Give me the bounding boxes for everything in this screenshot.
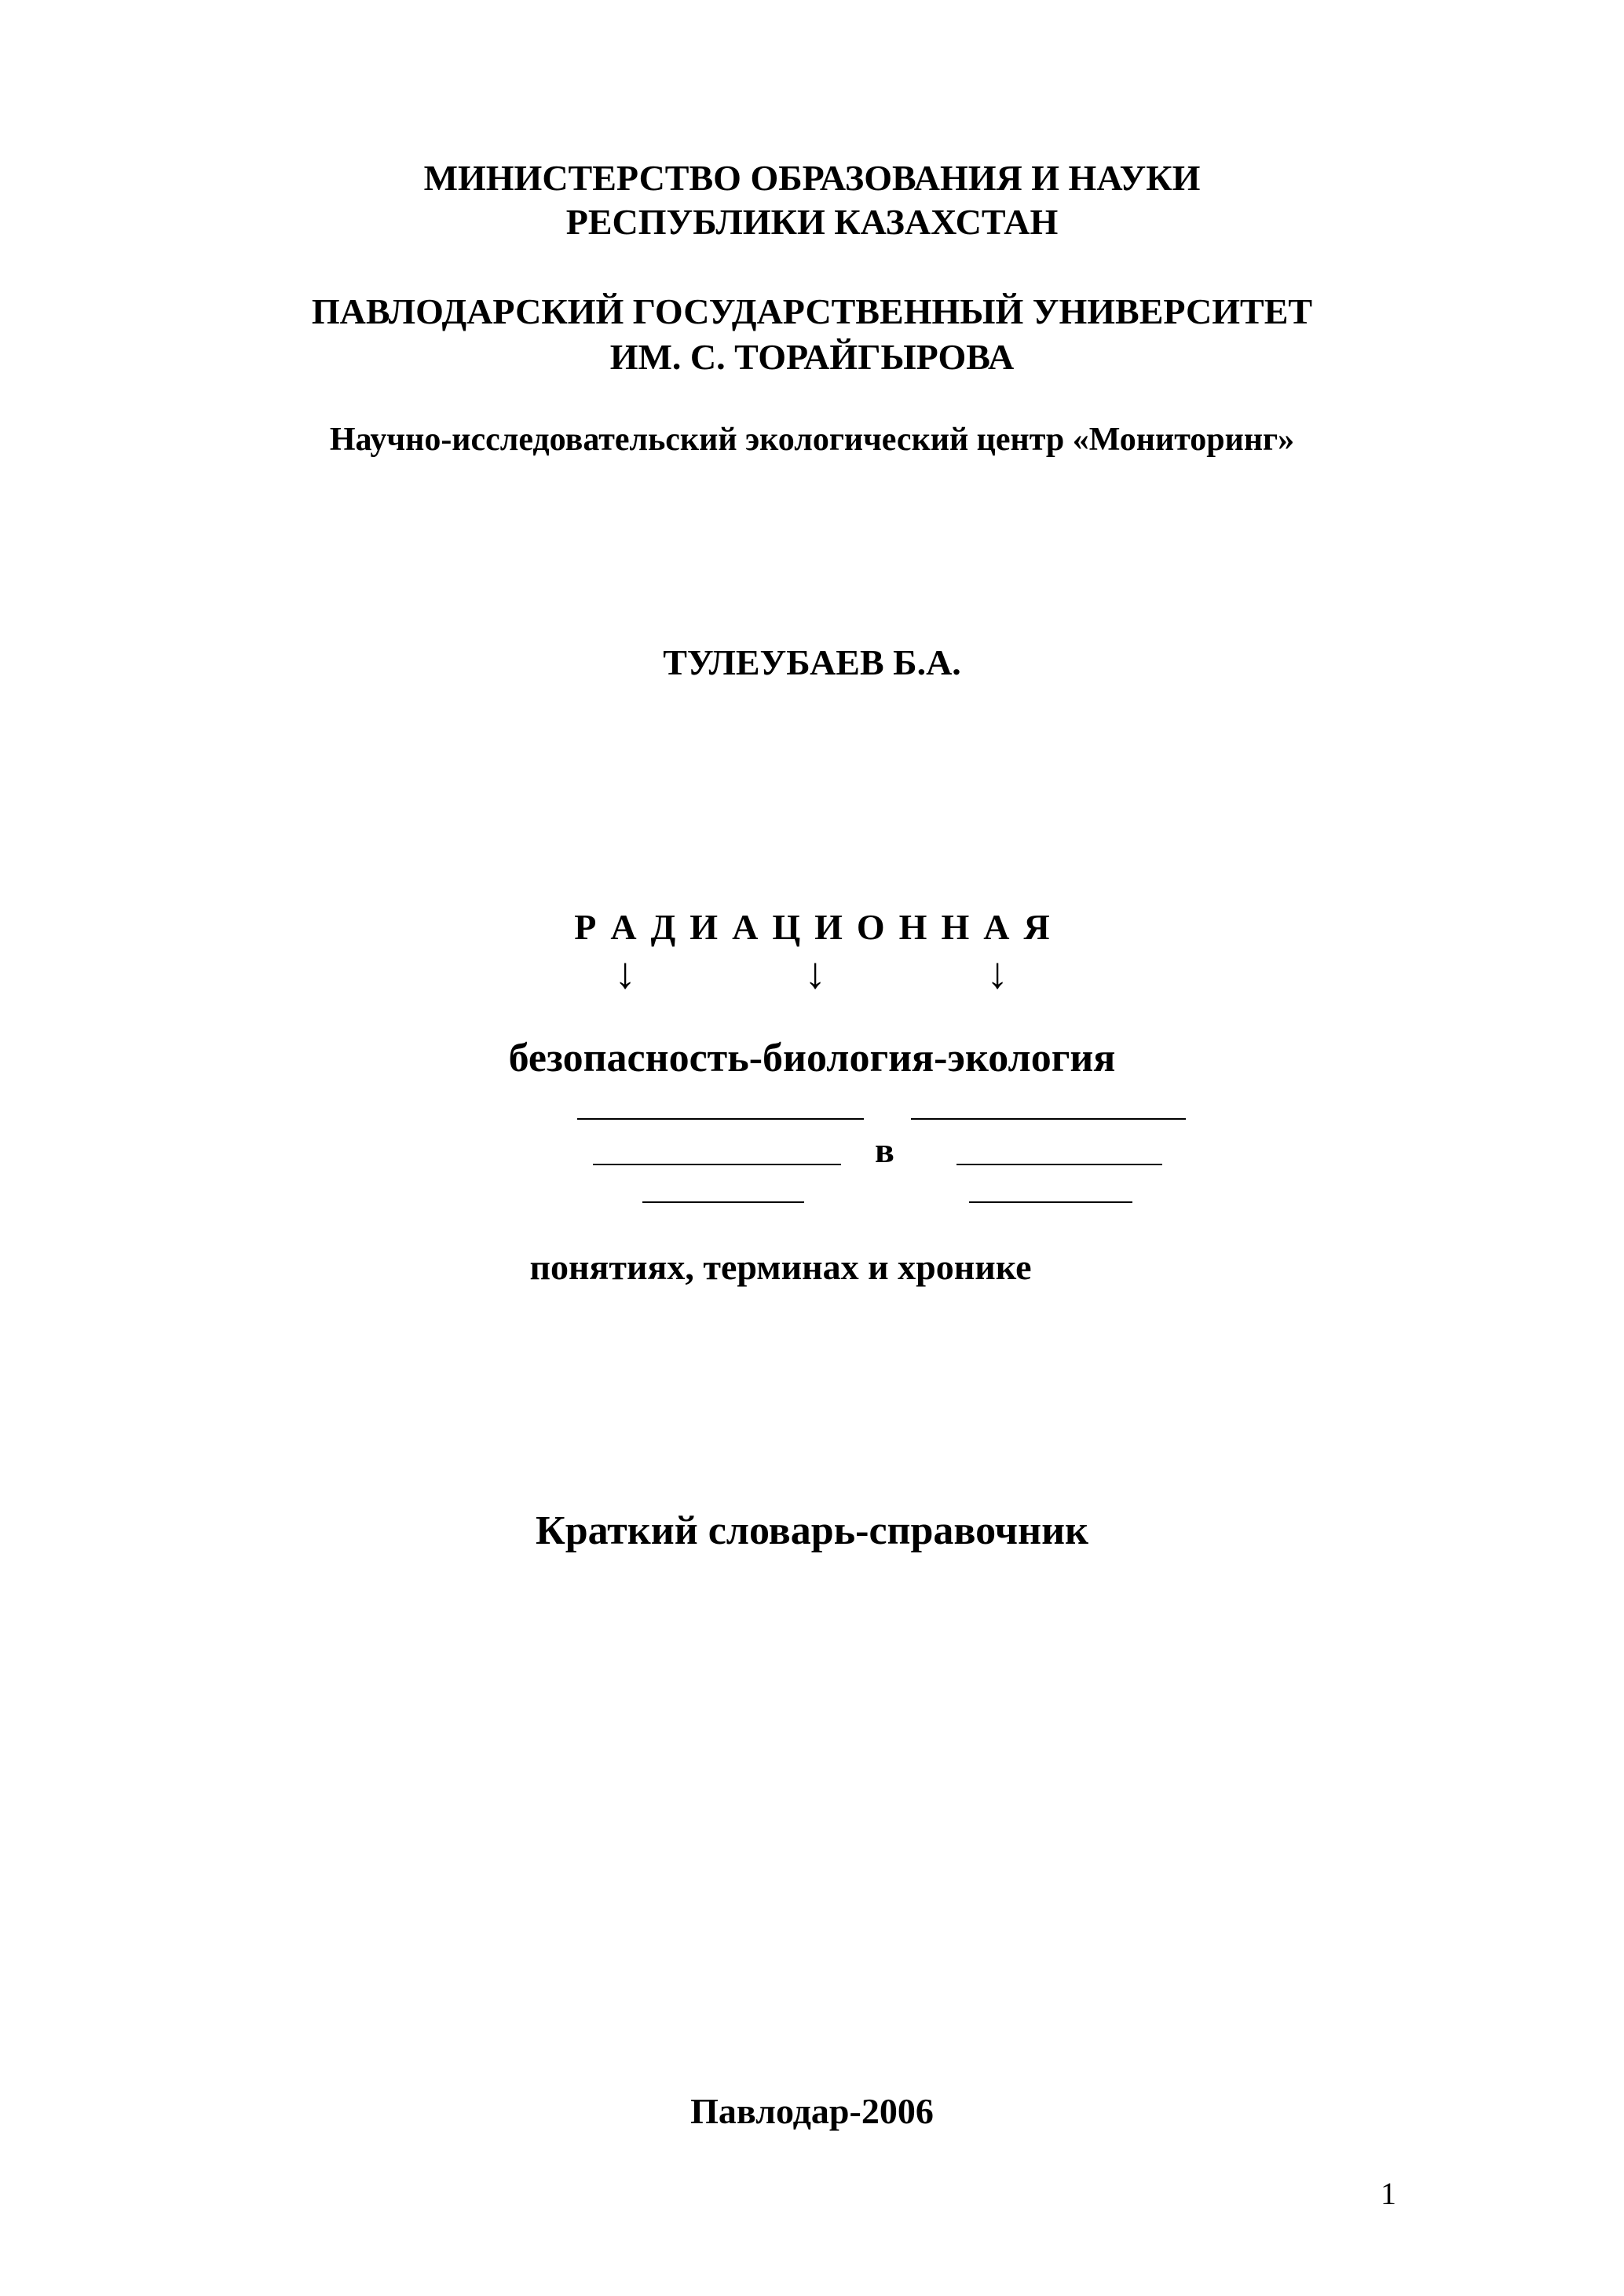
spaced-letter: А <box>983 907 1010 947</box>
ministry-line-2: РЕСПУБЛИКИ КАЗАХСТАН <box>565 202 1059 242</box>
spaced-letter: Д <box>650 907 676 947</box>
university-line-2: ИМ. С. ТОРАЙГЫРОВА <box>609 337 1015 377</box>
spaced-letter: И <box>814 907 843 947</box>
blank-line <box>577 1118 864 1120</box>
blank-line <box>593 1164 841 1165</box>
spaced-letter: О <box>856 907 885 947</box>
down-arrow-icon: ↓ <box>614 949 636 998</box>
research-center-name: Научно-исследовательский экологический центр «Мониторинг» <box>329 422 1295 458</box>
university-line-1: ПАВЛОДАРСКИЙ ГОСУДАРСТВЕННЫЙ УНИВЕРСИТЕТ <box>311 291 1313 331</box>
spaced-letter: А <box>732 907 759 947</box>
down-arrow-icon: ↓ <box>804 949 826 998</box>
blank-line <box>969 1201 1132 1203</box>
spaced-letter: И <box>689 907 719 947</box>
subtitle: понятиях, терминах и хронике <box>529 1247 1032 1287</box>
place-year: Павлодар-2006 <box>690 2091 934 2131</box>
connector-word: в <box>875 1130 894 1170</box>
blank-line <box>642 1201 804 1203</box>
ministry-line-1: МИНИСТЕРСТВО ОБРАЗОВАНИЯ И НАУКИ <box>423 158 1201 198</box>
author-name: ТУЛЕУБАЕВ Б.А. <box>663 642 961 682</box>
document-type: Краткий словарь-справочник <box>535 1508 1089 1553</box>
spaced-letter: Р <box>574 907 597 947</box>
blank-line <box>911 1118 1186 1120</box>
page-number: 1 <box>1381 2176 1396 2211</box>
main-title: безопасность-биология-экология <box>508 1036 1116 1080</box>
spaced-letter: Ц <box>772 907 801 947</box>
spaced-letter: Н <box>898 907 927 947</box>
spaced-letter: Н <box>941 907 970 947</box>
spaced-letter: А <box>610 907 637 947</box>
blank-line <box>956 1164 1162 1165</box>
spaced-letter: Я <box>1023 907 1050 947</box>
spaced-word-radiation <box>0 906 1624 948</box>
down-arrow-icon: ↓ <box>986 949 1008 998</box>
